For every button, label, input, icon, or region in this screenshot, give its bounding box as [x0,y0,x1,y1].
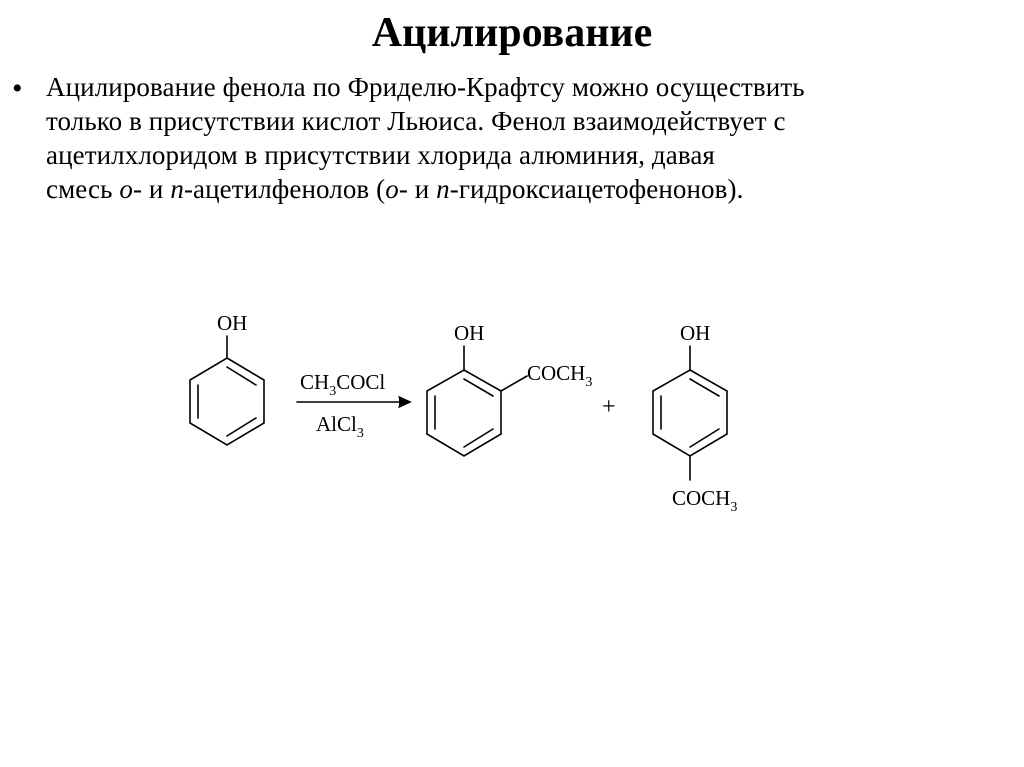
benzene-ring [427,370,501,456]
benzene-ring [190,358,264,445]
text-fragment: -гидроксиацетофенонов). [449,174,744,204]
ortho-product [427,346,527,456]
para-prefix: п [436,174,450,204]
double-bond [690,379,719,396]
acetyl-bond [501,376,527,391]
double-bond [227,367,256,385]
para-product [653,346,727,480]
description-line-1: Ацилирование фенола по Фриделю-Крафтсу можно осуществить [46,72,805,102]
bullet-marker: • [12,72,23,105]
acetyl-group-label: $COCH_3$ [672,486,738,515]
double-bond [227,418,256,436]
acetyl-group-label: $COCH_3$ [527,361,593,390]
oh-label: OH [454,321,485,345]
ortho-prefix: о [385,174,399,204]
description-line-2: только в присутствии кислот Льюиса. Фенол взаимодействует с [46,106,786,136]
text-fragment: - и [132,174,171,204]
reaction-arrow [297,397,410,407]
para-prefix: п [170,174,184,204]
ortho-prefix: о [119,174,133,204]
plus-sign: + [602,394,616,420]
double-bond [464,429,493,447]
reagent-bottom: AlCl$_3$ [316,412,364,441]
benzene-ring [653,370,727,456]
text-fragment: -ацетилфенолов ( [183,174,386,204]
text-fragment: смесь [46,174,120,204]
phenol-reactant [190,336,264,445]
double-bond [464,379,493,396]
description-line-3: ацетилхлоридом в присутствии хлорида алюминия, давая [46,140,715,170]
page-title: Ацилирование [371,10,653,56]
reagent-top: $CH_3COCl$ [300,370,386,399]
oh-label: OH [680,321,711,345]
text-fragment: - и [398,174,437,204]
double-bond [690,429,719,447]
oh-label: OH [217,311,248,335]
